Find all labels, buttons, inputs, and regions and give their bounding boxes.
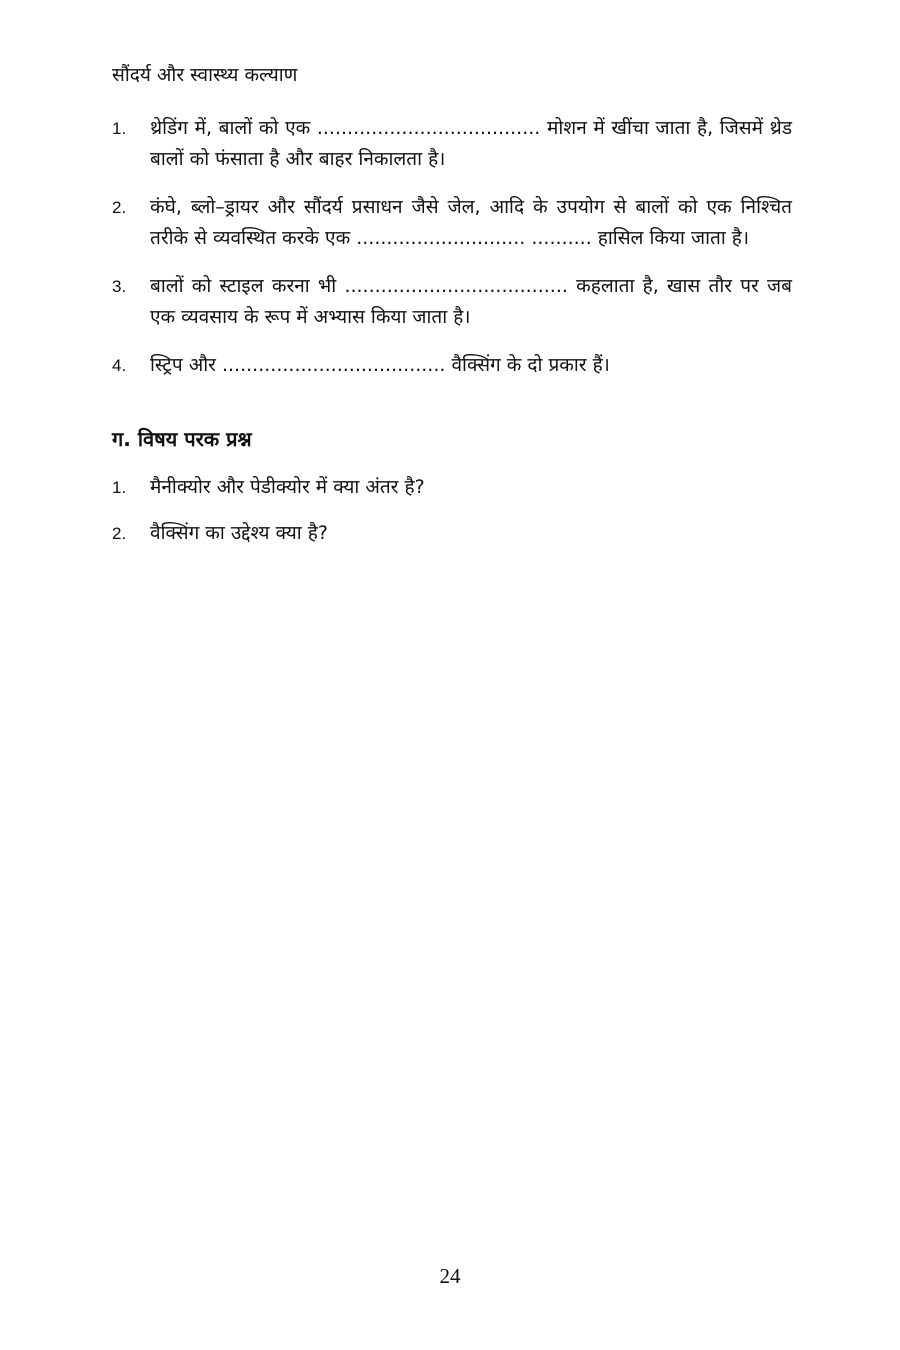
- list-item: [112, 472, 792, 503]
- item-text: मैनीक्योर और पेडीक्योर में क्या अंतर है?: [150, 476, 425, 498]
- list-item: [112, 350, 792, 381]
- list-item: [112, 518, 792, 549]
- subjective-questions-list: [112, 472, 792, 564]
- item-number: 1.: [112, 478, 127, 497]
- section-heading: ग. विषय परक प्रश्न: [112, 427, 252, 451]
- running-header: सौंदर्य और स्वास्थ्य कल्याण: [112, 64, 298, 86]
- item-text: थ्रेडिंग में, बालों को एक ..................................... मोशन में खींचा जाता है, जिसमें थ्रेड बालों को फंसाता है और बाहर निकालता है।: [150, 117, 792, 170]
- list-item: [112, 271, 792, 333]
- page-number: 24: [439, 1264, 461, 1288]
- fill-in-blanks-list: [112, 113, 792, 398]
- item-number: 4.: [112, 356, 127, 375]
- list-item: [112, 113, 792, 175]
- item-number: 2.: [112, 198, 127, 217]
- item-text: वैक्सिंग का उद्देश्य क्या है?: [150, 522, 328, 544]
- item-text: कंघे, ब्लो–ड्रायर और सौंदर्य प्रसाधन जैसे जेल, आदि के उपयोग से बालों को एक निश्चित तरीके से व्यवस्थित करके एक ............................ .......... हासिल किया जाता है।: [150, 196, 792, 249]
- list-item: [112, 192, 792, 254]
- item-text: स्ट्रिप और ..................................... वैक्सिंग के दो प्रकार हैं।: [150, 354, 610, 376]
- item-text: बालों को स्टाइल करना भी ..................................... कहलाता है, खास तौर पर जब एक व्यवसाय के रूप में अभ्यास किया जाता है।: [150, 275, 792, 328]
- item-number: 1.: [112, 119, 127, 138]
- item-number: 3.: [112, 277, 127, 296]
- item-number: 2.: [112, 524, 127, 543]
